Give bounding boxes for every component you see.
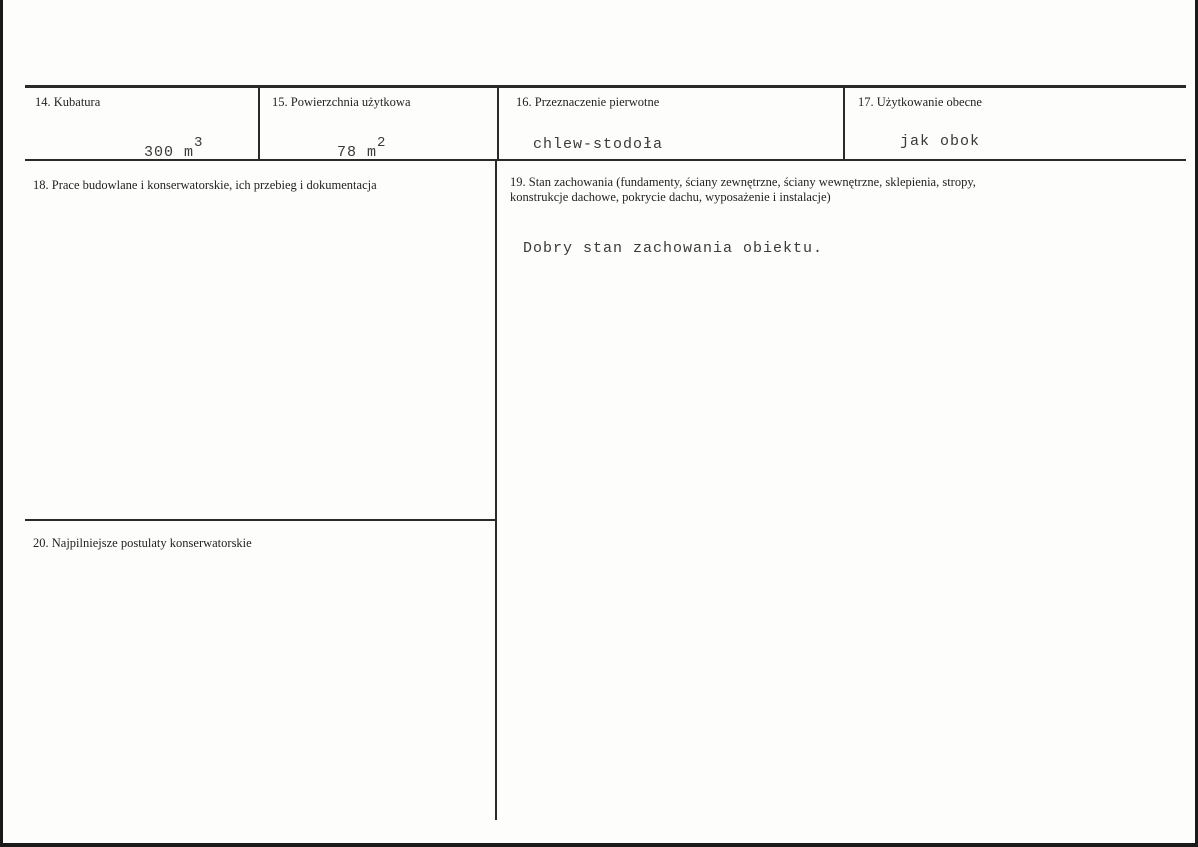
field-15-value-text: 78 m [337,144,378,161]
field-19-value: Dobry stan zachowania obiektu. [523,240,824,257]
field-19-label-line-1: 19. Stan zachowania (fundamenty, ściany zewnętrzne, ściany wewnętrzne, sklepienia, stropy, [510,175,976,189]
field-16-label: 16. Przeznaczenie pierwotne [516,95,660,109]
field-15-label: 15. Powierzchnia użytkowa [272,95,411,109]
field-16-value: chlew-stodoła [533,136,664,153]
field-15-value [337,135,387,161]
top-row-top-border [25,85,1186,88]
field-17-label: 17. Użytkowanie obecne [858,95,982,109]
divider-left-right [495,160,497,820]
section-18-20-divider [25,519,496,521]
field-18-label: 18. Prace budowlane i konserwatorskie, ich przebieg i dokumentacja [33,178,377,192]
field-14-label: 14. Kubatura [35,95,101,109]
field-17-value: jak obok [900,133,981,150]
divider-14-15 [258,87,260,160]
divider-16-17 [843,87,845,160]
field-19-label-line-2: konstrukcje dachowe, pokrycie dachu, wyposażenie i instalacje) [510,190,831,204]
divider-15-16 [497,87,499,160]
field-15-exponent: 2 [377,135,387,151]
field-14-value-text: 300 m [144,144,195,161]
field-20-label: 20. Najpilniejsze postulaty konserwatorskie [33,536,252,550]
field-14-exponent: 3 [194,135,204,151]
field-14-value [144,135,204,161]
